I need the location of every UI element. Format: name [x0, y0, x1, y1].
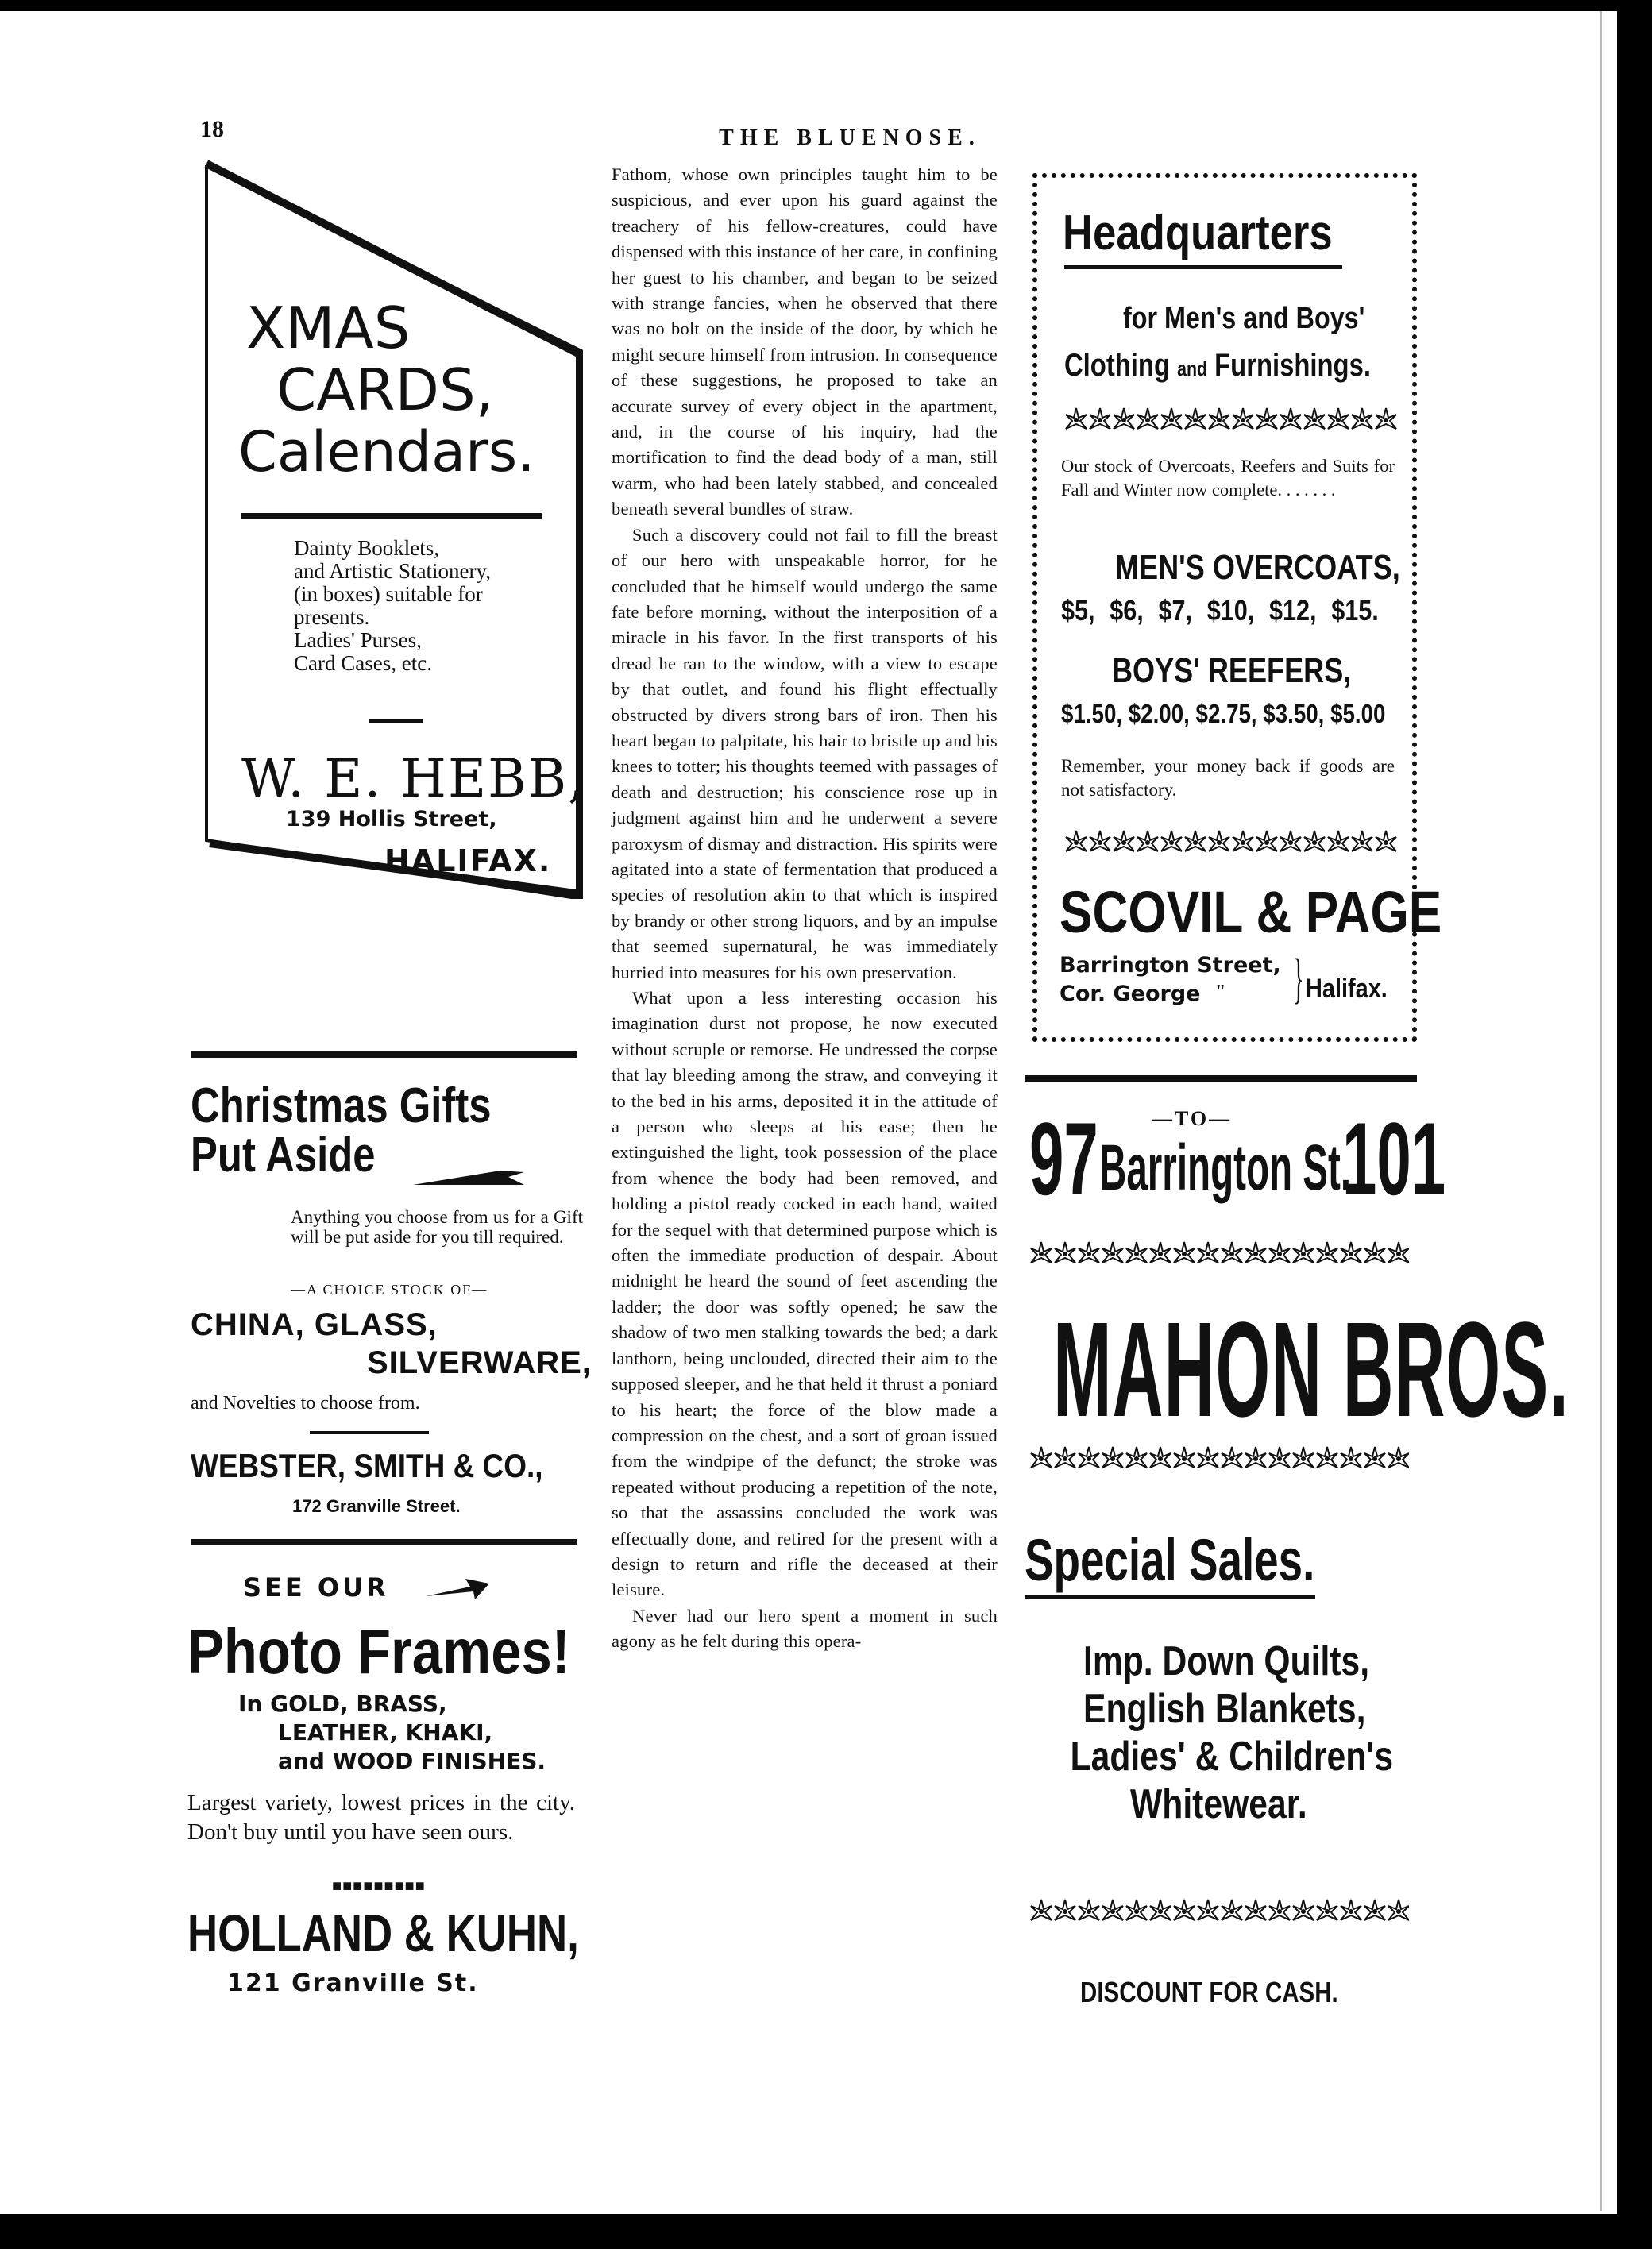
- article-paragraph: Fathom, whose own principles taught him to be suspicious, and ever upon his guard against the treachery of his fellow-creatures, could have dispensed with this instance of her care, in confining her guest to his chamber, and began to be seized with strange fancies, when he observed that there was no bolt on the inside of the door, by which he might secure himself from intrusion. In consequence of these suggestions, he proposed to take an accurate survey of every object in the apartment, and, in the course of his inquiry, had the mortification to find the dead body of a man, still warm, who had been lately stabbed, and concealed beneath several bundles of straw.: [612, 164, 998, 519]
- gifts-ad-wares-line1: CHINA, GLASS,: [191, 1307, 438, 1342]
- article-paragraph: What upon a less interesting occasion his imagination durst not propose, he now executed without scruple or remorse. He undressed the corpse that lay bleeding among the straw, and conveying it to the bed in his arms, deposited it in the attitude of a person who sleeps at his ease; then he extinguished the light, took possession of the place from whence the body had been removed, and holding a pistol ready cocked in each hand, waited for the sequel with that determined purpose which is often the immediate production of despair. About midnight he heard the sound of feet ascending the ladder; the door was softly opened; he saw the shadow of two men stalking towards the bed; a dark lanthorn, being unclouded, directed their aim to the supposed sleeper, and he that held it thrust a poniard to his heart; the force of the blow made a compression on the chest, and a sort of groan issued from the windpipe of the defunct; the stroke was repeated without producing a repetition of the note, so that the assassins concluded the work was effectually done, and retired for the present with a design to return and rifle the deceased at their leisure.: [612, 988, 998, 1600]
- special-sales-rule: [1025, 1595, 1315, 1599]
- section-divider: [191, 1539, 577, 1545]
- arrow-icon: [426, 1572, 489, 1601]
- mahon-ad-number-left: 97: [1029, 1101, 1098, 1217]
- ornament-border: [1029, 1445, 1409, 1472]
- scovil-ad-city: Halifax.: [1306, 974, 1388, 1004]
- section-divider: [191, 1051, 577, 1058]
- gifts-ad-company: WEBSTER, SMITH & CO.,: [191, 1447, 543, 1484]
- article-paragraph: Never had our hero spent a moment in such agony as he felt during this opera-: [612, 1605, 998, 1652]
- scovil-ad-title: Headquarters: [1063, 206, 1333, 260]
- scovil-sub-and: and: [1177, 357, 1208, 380]
- photo-ad-company: HOLLAND & KUHN,: [187, 1904, 579, 1962]
- mahon-ad-items: [1070, 1638, 1394, 1828]
- xmas-ad-items: [294, 537, 548, 675]
- gifts-ad-rule: [310, 1431, 429, 1434]
- ornament-border: [1029, 1898, 1409, 1925]
- mahon-ad-name: MAHON BROS.: [1053, 1294, 1569, 1445]
- scovil-ad-company: SCOVIL & PAGE: [1060, 879, 1442, 945]
- article-column: [612, 162, 998, 1655]
- mahon-item: Imp. Down Quilts,: [1083, 1638, 1370, 1684]
- xmas-title-line2: CARDS,: [276, 357, 494, 423]
- scovil-sub-furnishings: Furnishings.: [1214, 348, 1371, 383]
- scovil-ad-boys-prices: $1.50, $2.00, $2.75, $3.50, $5.00: [1061, 699, 1386, 728]
- scovil-ad-men-prices: $5, $6, $7, $10, $12, $15.: [1061, 594, 1379, 627]
- mahon-item: Whitewear.: [1130, 1781, 1307, 1827]
- scovil-ad-subtitle-line2: [1064, 348, 1371, 384]
- xmas-title-line1: XMAS: [246, 295, 411, 361]
- scan-edge-top: [0, 0, 1652, 11]
- arrow-icon: [413, 1166, 524, 1190]
- scan-edge-bottom: [0, 2214, 1652, 2249]
- gifts-ad-body: Anything you choose from us for a Gift will be put aside for you till required.: [291, 1207, 583, 1247]
- scovil-ad-address-line1: Barrington Street,: [1060, 953, 1281, 978]
- gifts-ad-wares-line2: SILVERWARE,: [367, 1345, 592, 1380]
- photo-ad-body: Largest variety, lowest prices in the city. Don't buy until you have seen ours.: [187, 1790, 575, 1845]
- xmas-item: Ladies' Purses,: [294, 628, 422, 652]
- photo-finish-line: In GOLD, BRASS,: [238, 1691, 447, 1717]
- scan-edge-right: [1617, 0, 1652, 2249]
- photo-ad-address: 121 Granville St.: [227, 1969, 479, 1997]
- page-number: 18: [200, 116, 224, 142]
- xmas-item: (in boxes) suitable for: [294, 582, 483, 606]
- xmas-item: presents.: [294, 605, 370, 629]
- photo-ad-finishes: [238, 1690, 546, 1776]
- xmas-item: and Artistic Stationery,: [294, 559, 491, 583]
- photo-finish-line: and WOOD FINISHES.: [278, 1748, 546, 1774]
- xmas-ad-short-rule: [369, 719, 423, 723]
- gifts-title-line1: Christmas Gifts: [191, 1078, 492, 1133]
- brace-icon: }: [1293, 948, 1304, 1009]
- scovil-ad-stock-text: Our stock of Overcoats, Reefers and Suits for Fall and Winter now complete. . . . . . .: [1061, 456, 1395, 500]
- photo-ad-see-our: SEE OUR: [243, 1572, 389, 1603]
- scovil-ad-remember-text: Remember, your money back if goods are not satisfactory.: [1061, 756, 1395, 800]
- scovil-sub-clothing: Clothing: [1064, 348, 1170, 383]
- scan-edge-right-line: [1600, 11, 1602, 2211]
- gifts-ad-stock-line: —A CHOICE STOCK OF—: [291, 1282, 488, 1298]
- ornament-border: [1064, 829, 1398, 856]
- scovil-ad-title-rule: [1064, 265, 1342, 269]
- running-head: THE BLUENOSE.: [719, 125, 981, 150]
- gifts-title-line2: Put Aside: [191, 1128, 376, 1182]
- xmas-item: Card Cases, etc.: [294, 651, 432, 675]
- mahon-ad-number-right: 101: [1342, 1101, 1446, 1217]
- mahon-ad-street: Barrington St.: [1099, 1132, 1352, 1204]
- photo-finish-line: LEATHER, KHAKI,: [278, 1719, 493, 1746]
- mahon-item: Ladies' & Children's: [1070, 1734, 1394, 1780]
- scovil-ad-address-line2: Cor. George: [1060, 982, 1201, 1006]
- scovil-ad-boys-heading: BOYS' REEFERS,: [1112, 651, 1352, 690]
- mahon-item: English Blankets,: [1083, 1686, 1366, 1732]
- scovil-ad-men-heading: MEN'S OVERCOATS,: [1115, 548, 1400, 587]
- mahon-ad-to-label: —TO—: [1152, 1107, 1233, 1130]
- xmas-ad-city: HALIFAX.: [384, 843, 552, 878]
- ornament-border: [1064, 407, 1398, 434]
- xmas-ad-title: [238, 297, 548, 483]
- xmas-ad-rule: [241, 513, 542, 519]
- xmas-item: Dainty Booklets,: [294, 536, 439, 560]
- photo-ad-dots: ■■■■■■■■■: [332, 1877, 426, 1895]
- article-paragraph: Such a discovery could not fail to fill the breast of our hero with unspeakable horror, for he concluded that he himself would undergo the same fate before morning, without the interposition of a miracle in his favor. In the first transports of his dread he ran to the window, with a view to escape by that outlet, and found his flight effectually obstructed by divers strong bars of iron. Then his heart began to palpitate, his hair to bristle up and his knees to totter; his thoughts teemed with passages of death and destruction; his conscience rose up in judgment against him and he underwent a severe paroxysm of dismay and distraction. His spirits were agitated into a state of fermentation that produced a species of resolution akin to that which is inspired by brandy or other strong liquors, and by an impulse that seemed supernatural, he was immediately hurried into measures for his own preservation.: [612, 524, 998, 982]
- scovil-ad-ditto-mark: ": [1215, 982, 1226, 1002]
- xmas-ad-company: W. E. HEBB,: [241, 748, 587, 809]
- section-divider: [1025, 1075, 1417, 1082]
- xmas-ad-address: 139 Hollis Street,: [286, 807, 497, 831]
- photo-ad-title: Photo Frames!: [187, 1616, 570, 1687]
- scovil-ad-subtitle-line1: for Men's and Boys': [1123, 302, 1365, 335]
- gifts-ad-novelties: and Novelties to choose from.: [191, 1393, 420, 1414]
- mahon-ad-discount: DISCOUNT FOR CASH.: [1080, 1976, 1338, 2008]
- mahon-ad-special-sales: Special Sales.: [1025, 1527, 1315, 1593]
- ornament-border: [1029, 1240, 1409, 1267]
- gifts-ad-address: 172 Granville Street.: [292, 1496, 461, 1516]
- xmas-title-line3: Calendars.: [238, 419, 535, 484]
